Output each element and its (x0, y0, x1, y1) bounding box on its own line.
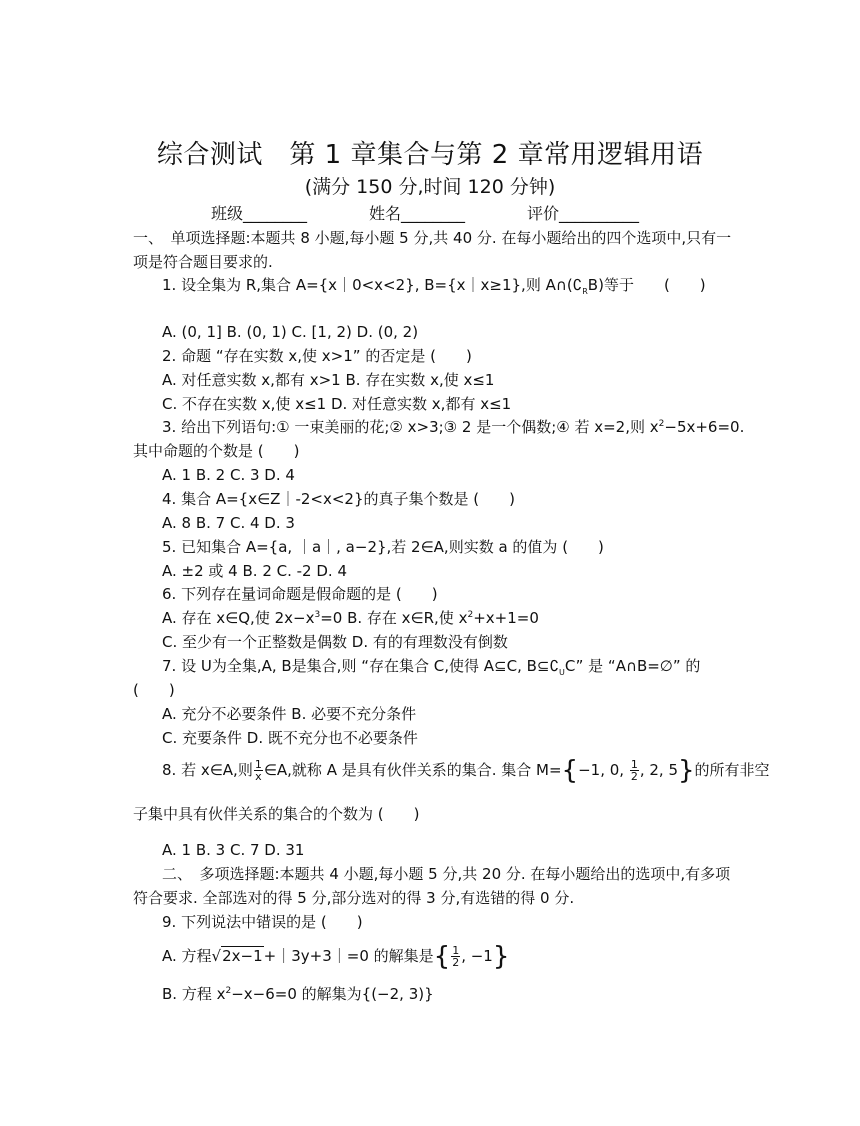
section1-heading-cont: 项是符合题目要求的. (133, 253, 273, 271)
question-8-frac-den: x (255, 770, 262, 783)
question-8-set-fraction (630, 759, 639, 782)
question-8-stem-cont: 子集中具有伙伴关系的集合的个数为 ( ) (133, 805, 420, 823)
question-6-sup-a: 3 (314, 610, 321, 620)
question-9-opt-a-text-b: +｜3y+3｜=0 的解集是 (263, 947, 434, 965)
question-8-text-a: 8. 若 x∈A,则 (162, 761, 253, 779)
name-field: 姓名________ (369, 204, 466, 223)
question-1-subscript: R (582, 287, 588, 296)
question-1-options: A. (0, 1] B. (0, 1) C. [1, 2) D. (0, 2) (162, 323, 419, 341)
question-9-opt-b-text-b: −x−6=0 的解集为{(−2, 3)} (231, 985, 434, 1003)
question-9-fraction (451, 945, 460, 968)
question-3-text: 3. 给出下列语句:① 一束美丽的花;② x>3;③ 2 是一个偶数;④ 若 x=2,则 x (162, 418, 659, 436)
question-7-subscript: U (559, 668, 565, 677)
question-4-options: A. 8 B. 7 C. 4 D. 3 (162, 514, 295, 532)
question-6-options-cd: C. 至少有一个正整数是偶数 D. 有的有理数没有倒数 (162, 633, 508, 651)
question-1-text-b: A={x｜0<x<2}, B={x｜x≥1},则 A∩(∁ (295, 276, 583, 294)
question-3-stem-cont: 其中命题的个数是 ( ) (133, 442, 300, 460)
question-8-set-b: , 2, 5 (639, 761, 678, 779)
question-7-paren: ( ) (133, 681, 175, 699)
section1-heading: 一、 单项选择题:本题共 8 小题,每小题 5 分,共 40 分. 在每小题给出的四个选项中,只有一 (133, 229, 732, 247)
question-3-options: A. 1 B. 2 C. 3 D. 4 (162, 466, 295, 484)
question-7-options-cd: C. 充要条件 D. 既不充分也不必要条件 (162, 729, 418, 747)
question-5-options: A. ±2 或 4 B. 2 C. -2 D. 4 (162, 562, 347, 580)
question-2-options-cd: C. 不存在实数 x,使 x≤1 D. 对任意实数 x,都有 x≤1 (162, 395, 512, 413)
left-brace-icon: { (561, 755, 579, 786)
sqrt-icon: √ (211, 947, 222, 965)
question-6-opt-b: =0 B. 存在 x∈R,使 x (320, 609, 468, 627)
question-8-options: A. 1 B. 3 C. 7 D. 31 (162, 841, 305, 859)
question-5-stem: 5. 已知集合 A={a, ｜a｜, a−2},若 2∈A,则实数 a 的值为 ( ) (162, 538, 604, 556)
question-8-stem (162, 756, 770, 785)
question-9-frac-num: 1 (452, 944, 460, 957)
evaluation-field: 评价__________ (527, 204, 640, 223)
question-1-text-a: 1. 设全集为 R,集合 (162, 276, 296, 294)
question-3-stem (162, 417, 744, 437)
question-4-stem: 4. 集合 A={x∈Z｜-2<x<2}的真子集个数是 ( ) (162, 490, 515, 508)
question-9-opt-a-text-c: , −1 (461, 947, 493, 965)
question-1-paren: ( ) (663, 276, 706, 294)
question-6-options-ab (162, 608, 539, 628)
question-6-stem: 6. 下列存在量词命题是假命题的是 ( ) (162, 585, 438, 603)
question-9-opt-b-sup: 2 (225, 986, 232, 996)
question-2-options-ab: A. 对任意实数 x,都有 x>1 B. 存在实数 x,使 x≤1 (162, 371, 495, 389)
right-brace-icon: } (492, 941, 510, 972)
question-2-stem: 2. 命题 “存在实数 x,使 x>1” 的否定是 ( ) (162, 347, 472, 365)
question-8-fraction (254, 759, 263, 782)
question-7-text-b: C” 是 “A∩B=∅” 的 (564, 657, 701, 675)
question-8-text-c: 的所有非空 (694, 761, 770, 779)
page-title: 综合测试 第 1 章集合与第 2 章常用逻辑用语 (156, 140, 704, 170)
question-9-opt-b-text: B. 方程 x (162, 985, 226, 1003)
question-9-stem: 9. 下列说法中错误的是 ( ) (162, 913, 363, 931)
question-9-frac-den: 2 (452, 956, 460, 969)
question-8-text-b: ∈A,就称 A 是具有伙伴关系的集合. 集合 M= (263, 761, 562, 779)
question-6-opt-a: A. 存在 x∈Q,使 2x−x (162, 609, 315, 627)
question-1-stem (162, 275, 706, 295)
section2-heading: 二、 多项选择题:本题共 4 小题,每小题 5 分,共 20 分. 在每小题给出的选项中,有多项 (162, 865, 731, 883)
right-brace-icon: } (678, 755, 695, 786)
question-7-stem (162, 656, 700, 676)
question-6-opt-c: +x+1=0 (473, 609, 539, 627)
question-3-sup: 2 (658, 419, 665, 429)
page-subtitle: (满分 150 分,时间 120 分钟) (304, 176, 556, 198)
question-9-option-b (162, 984, 434, 1004)
left-brace-icon: { (433, 941, 451, 972)
question-7-options-ab: A. 充分不必要条件 B. 必要不充分条件 (162, 705, 417, 723)
question-6-sup-b: 2 (467, 610, 474, 620)
question-8-frac-num: 1 (254, 758, 262, 771)
question-7-text-a: 7. 设 U为全集,A, B是集合,则 “存在集合 C,使得 A⊆C, B⊆∁ (162, 657, 560, 675)
question-8-set-frac-den: 2 (630, 770, 638, 783)
question-1-text-c: B)等于 (587, 276, 634, 294)
question-9-option-a (162, 942, 509, 971)
question-9-opt-a-text: A. 方程 (162, 947, 212, 965)
question-8-set-frac-num: 1 (630, 758, 638, 771)
question-3-text-end: −5x+6=0. (664, 418, 745, 436)
question-9-sqrt-content: 2x−1 (222, 947, 263, 965)
class-field: 班级________ (211, 204, 308, 223)
question-8-set-a: −1, 0, (578, 761, 629, 779)
section2-heading-cont: 符合要求. 全部选对的得 5 分,部分选对的得 3 分,有选错的得 0 分. (133, 889, 575, 907)
